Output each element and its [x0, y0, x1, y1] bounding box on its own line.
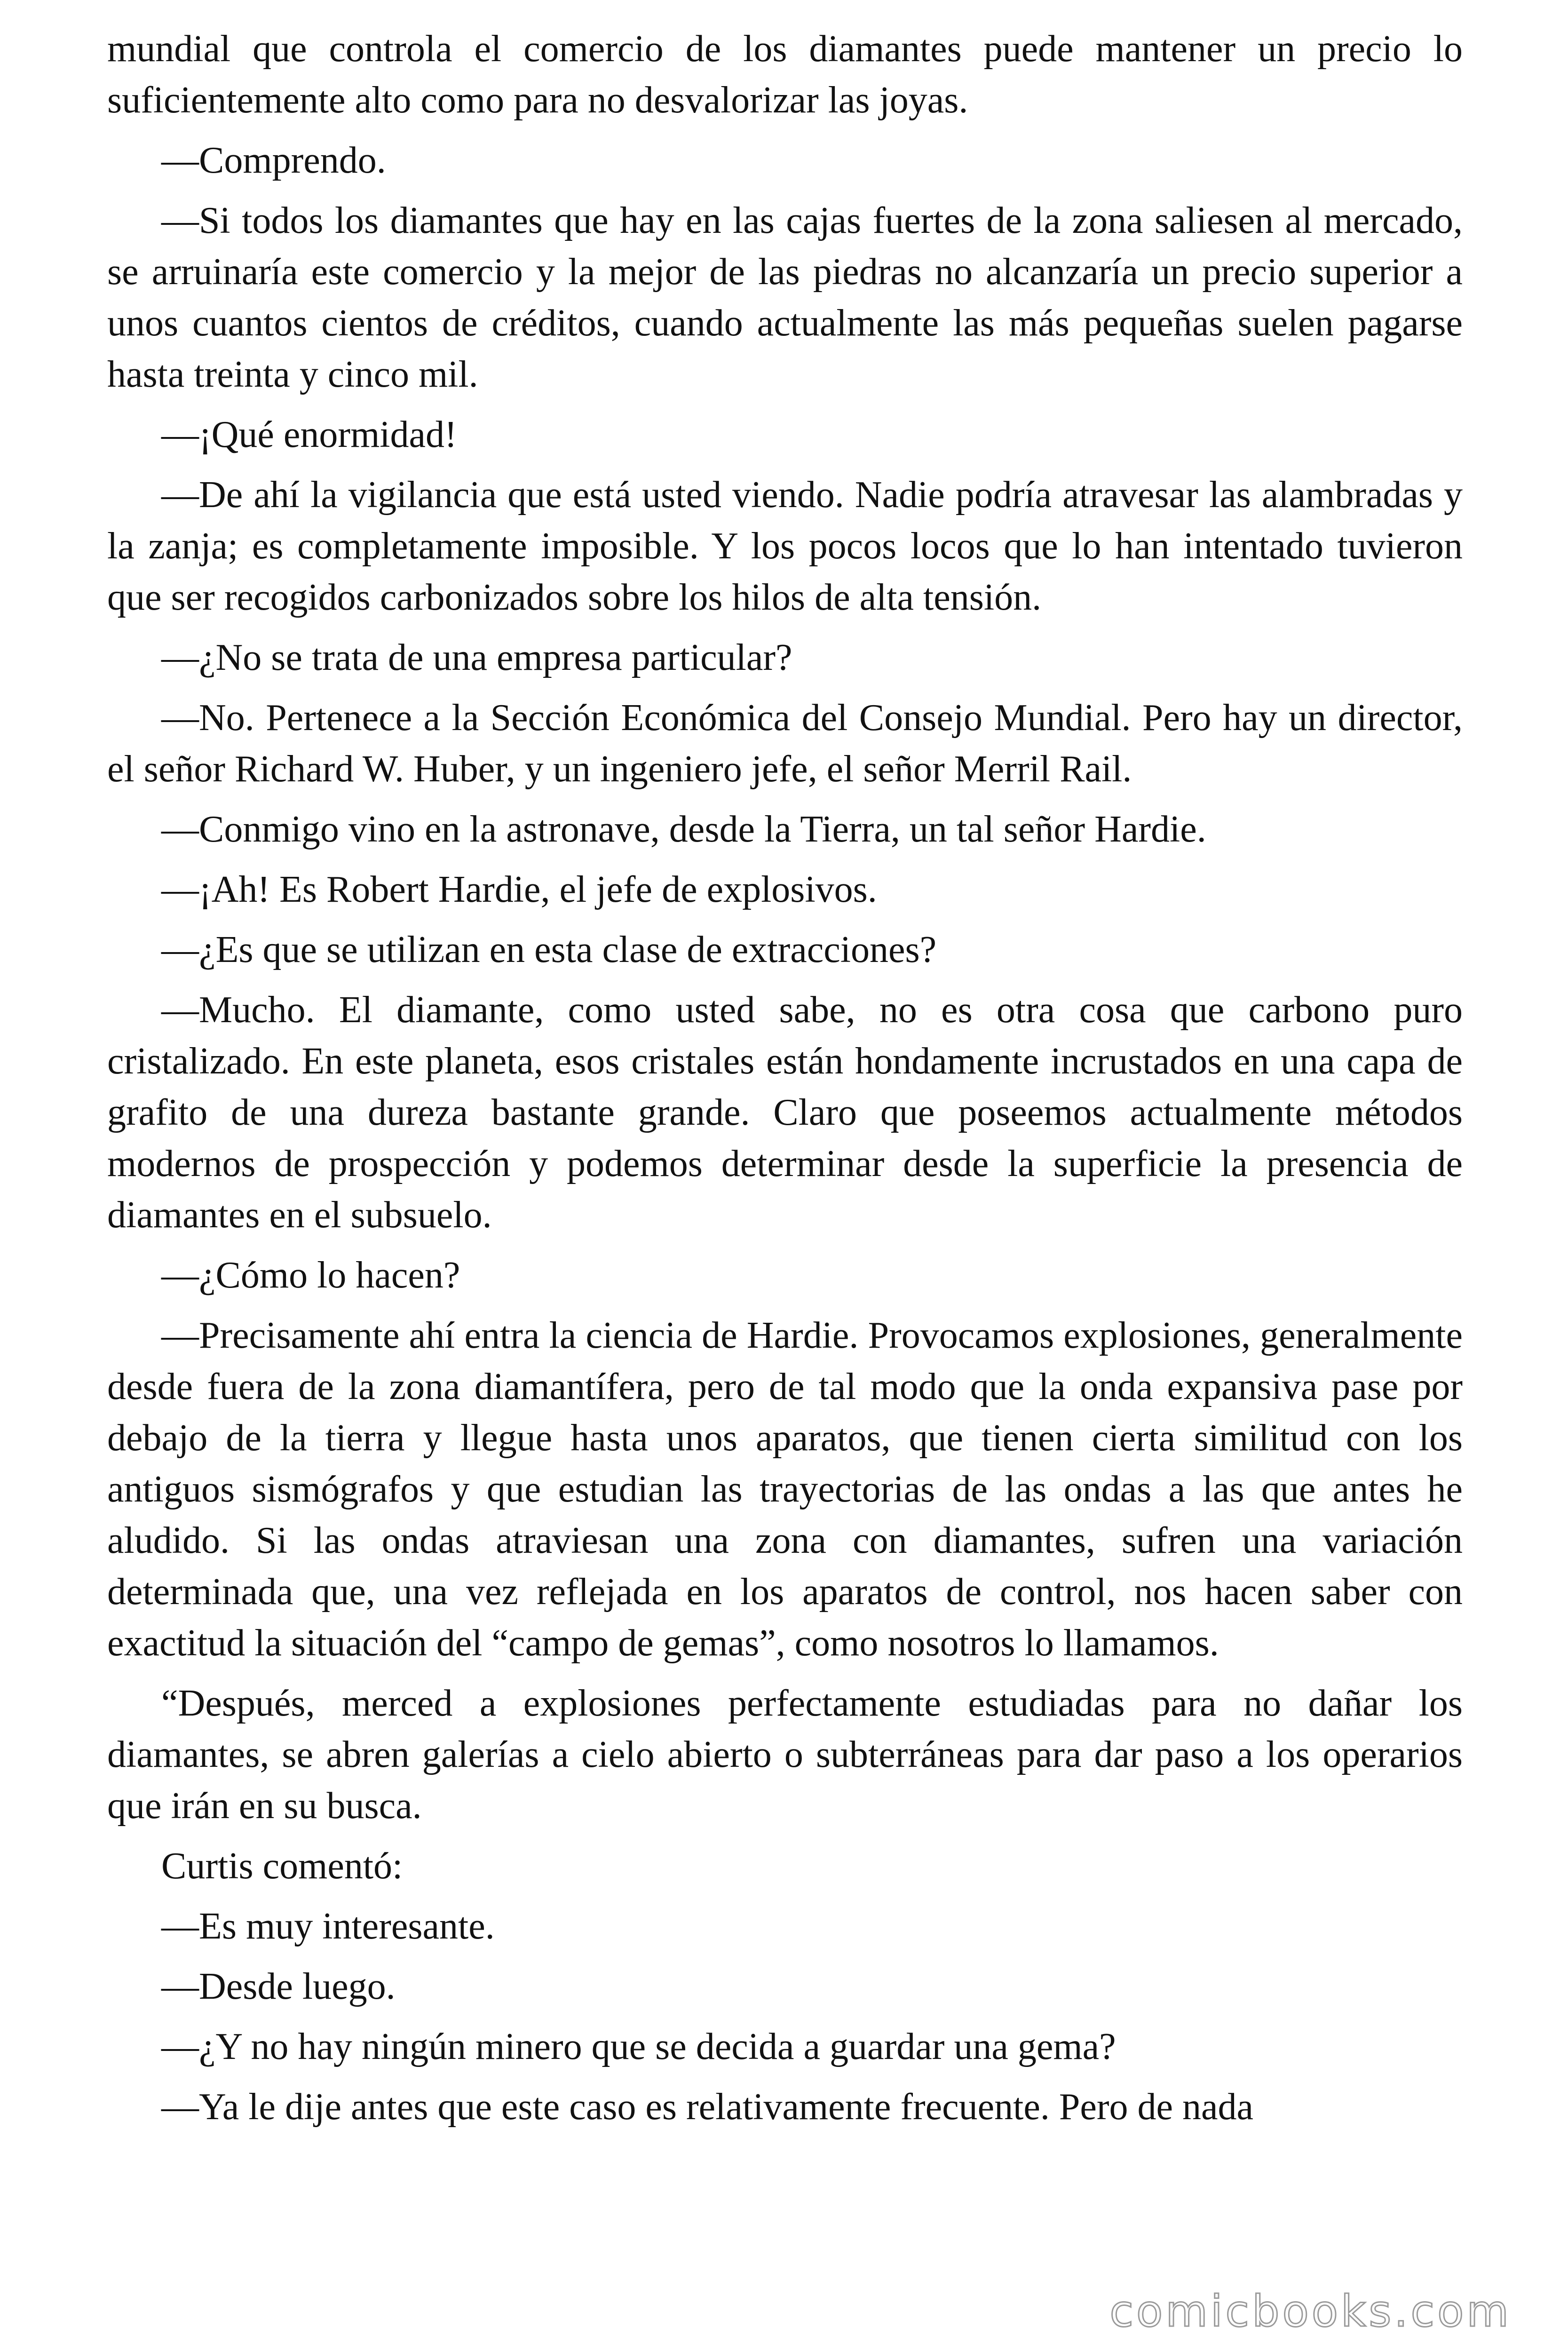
paragraph-10: —¿Es que se utilizan en esta clase de extracciones? [161, 929, 937, 970]
paragraph-14: “Después, merced a explosiones perfectamente estudiadas para no dañar los diamantes, se abren galerías a cielo abierto o subterráneas para dar paso a los operarios que irán en su busca. [107, 1683, 1463, 1827]
paragraph-12: —¿Cómo lo hacen? [161, 1255, 460, 1296]
paragraph-7: —No. Pertenece a la Sección Económica del Consejo Mundial. Pero hay un director, el señor Richard W. Huber, y un ingeniero jefe, el señor Merril Rail. [107, 697, 1463, 790]
paragraph-19: —Ya le dije antes que este caso es relativamente frecuente. Pero de nada [161, 2086, 1254, 2128]
paragraph-18: —¿Y no hay ningún minero que se decida a guardar una gema? [161, 2026, 1116, 2067]
paragraph-17: —Desde luego. [161, 1966, 396, 2007]
paragraph-2: —Comprendo. [161, 140, 386, 181]
paragraph-6: —¿No se trata de una empresa particular? [161, 637, 792, 678]
paragraph-15: Curtis comentó: [161, 1845, 403, 1887]
paragraph-11: —Mucho. El diamante, como usted sabe, no es otra cosa que carbono puro cristalizado. En este planeta, esos cristales están hondamente incrustados en una capa de grafito de una dureza bastante grande. Claro que poseemos actualmente métodos modernos de prospección y podemos determinar desde la superficie la presencia de diamantes en el subsuelo. [107, 989, 1463, 1236]
paragraph-1: mundial que controla el comercio de los diamantes puede mantener un precio lo suficientemente alto como para no desvalorizar las joyas. [107, 28, 1463, 121]
paragraph-8: —Conmigo vino en la astronave, desde la Tierra, un tal señor Hardie. [161, 809, 1206, 850]
watermark: comicbooks.com [1109, 2286, 1512, 2336]
paragraph-3: —Si todos los diamantes que hay en las cajas fuertes de la zona saliesen al mercado, se arruinaría este comercio y la mejor de las piedras no alcanzaría un precio superior a unos cuantos cientos de créditos, cuando actualmente las más pequeñas suelen pagarse hasta treinta y cinco mil. [107, 200, 1463, 395]
paragraph-4: —¡Qué enormidad! [161, 414, 457, 455]
paragraph-9: —¡Ah! Es Robert Hardie, el jefe de explosivos. [161, 869, 877, 910]
paragraph-16: —Es muy interesante. [161, 1906, 495, 1947]
paragraph-13: —Precisamente ahí entra la ciencia de Hardie. Provocamos explosiones, generalmente desde fuera de la zona diamantífera, pero de tal modo que la onda expansiva pase por debajo de la tierra y llegue hasta unos aparatos, que tienen cierta similitud con los antiguos sismógrafos y que estudian las trayectorias de las ondas a las que antes he aludido. Si las ondas atraviesan una zona con diamantes, sufren una variación determinada que, una vez reflejada en los aparatos de control, nos hacen saber con exactitud la situación del “campo de gemas”, como nosotros lo llamamos. [107, 1315, 1463, 1664]
paragraph-5: —De ahí la vigilancia que está usted viendo. Nadie podría atravesar las alambradas y la zanja; es completamente imposible. Y los pocos locos que lo han intentado tuvieron que ser recogidos carbonizados sobre los hilos de alta tensión. [107, 474, 1463, 618]
page-body [107, 24, 1463, 2142]
